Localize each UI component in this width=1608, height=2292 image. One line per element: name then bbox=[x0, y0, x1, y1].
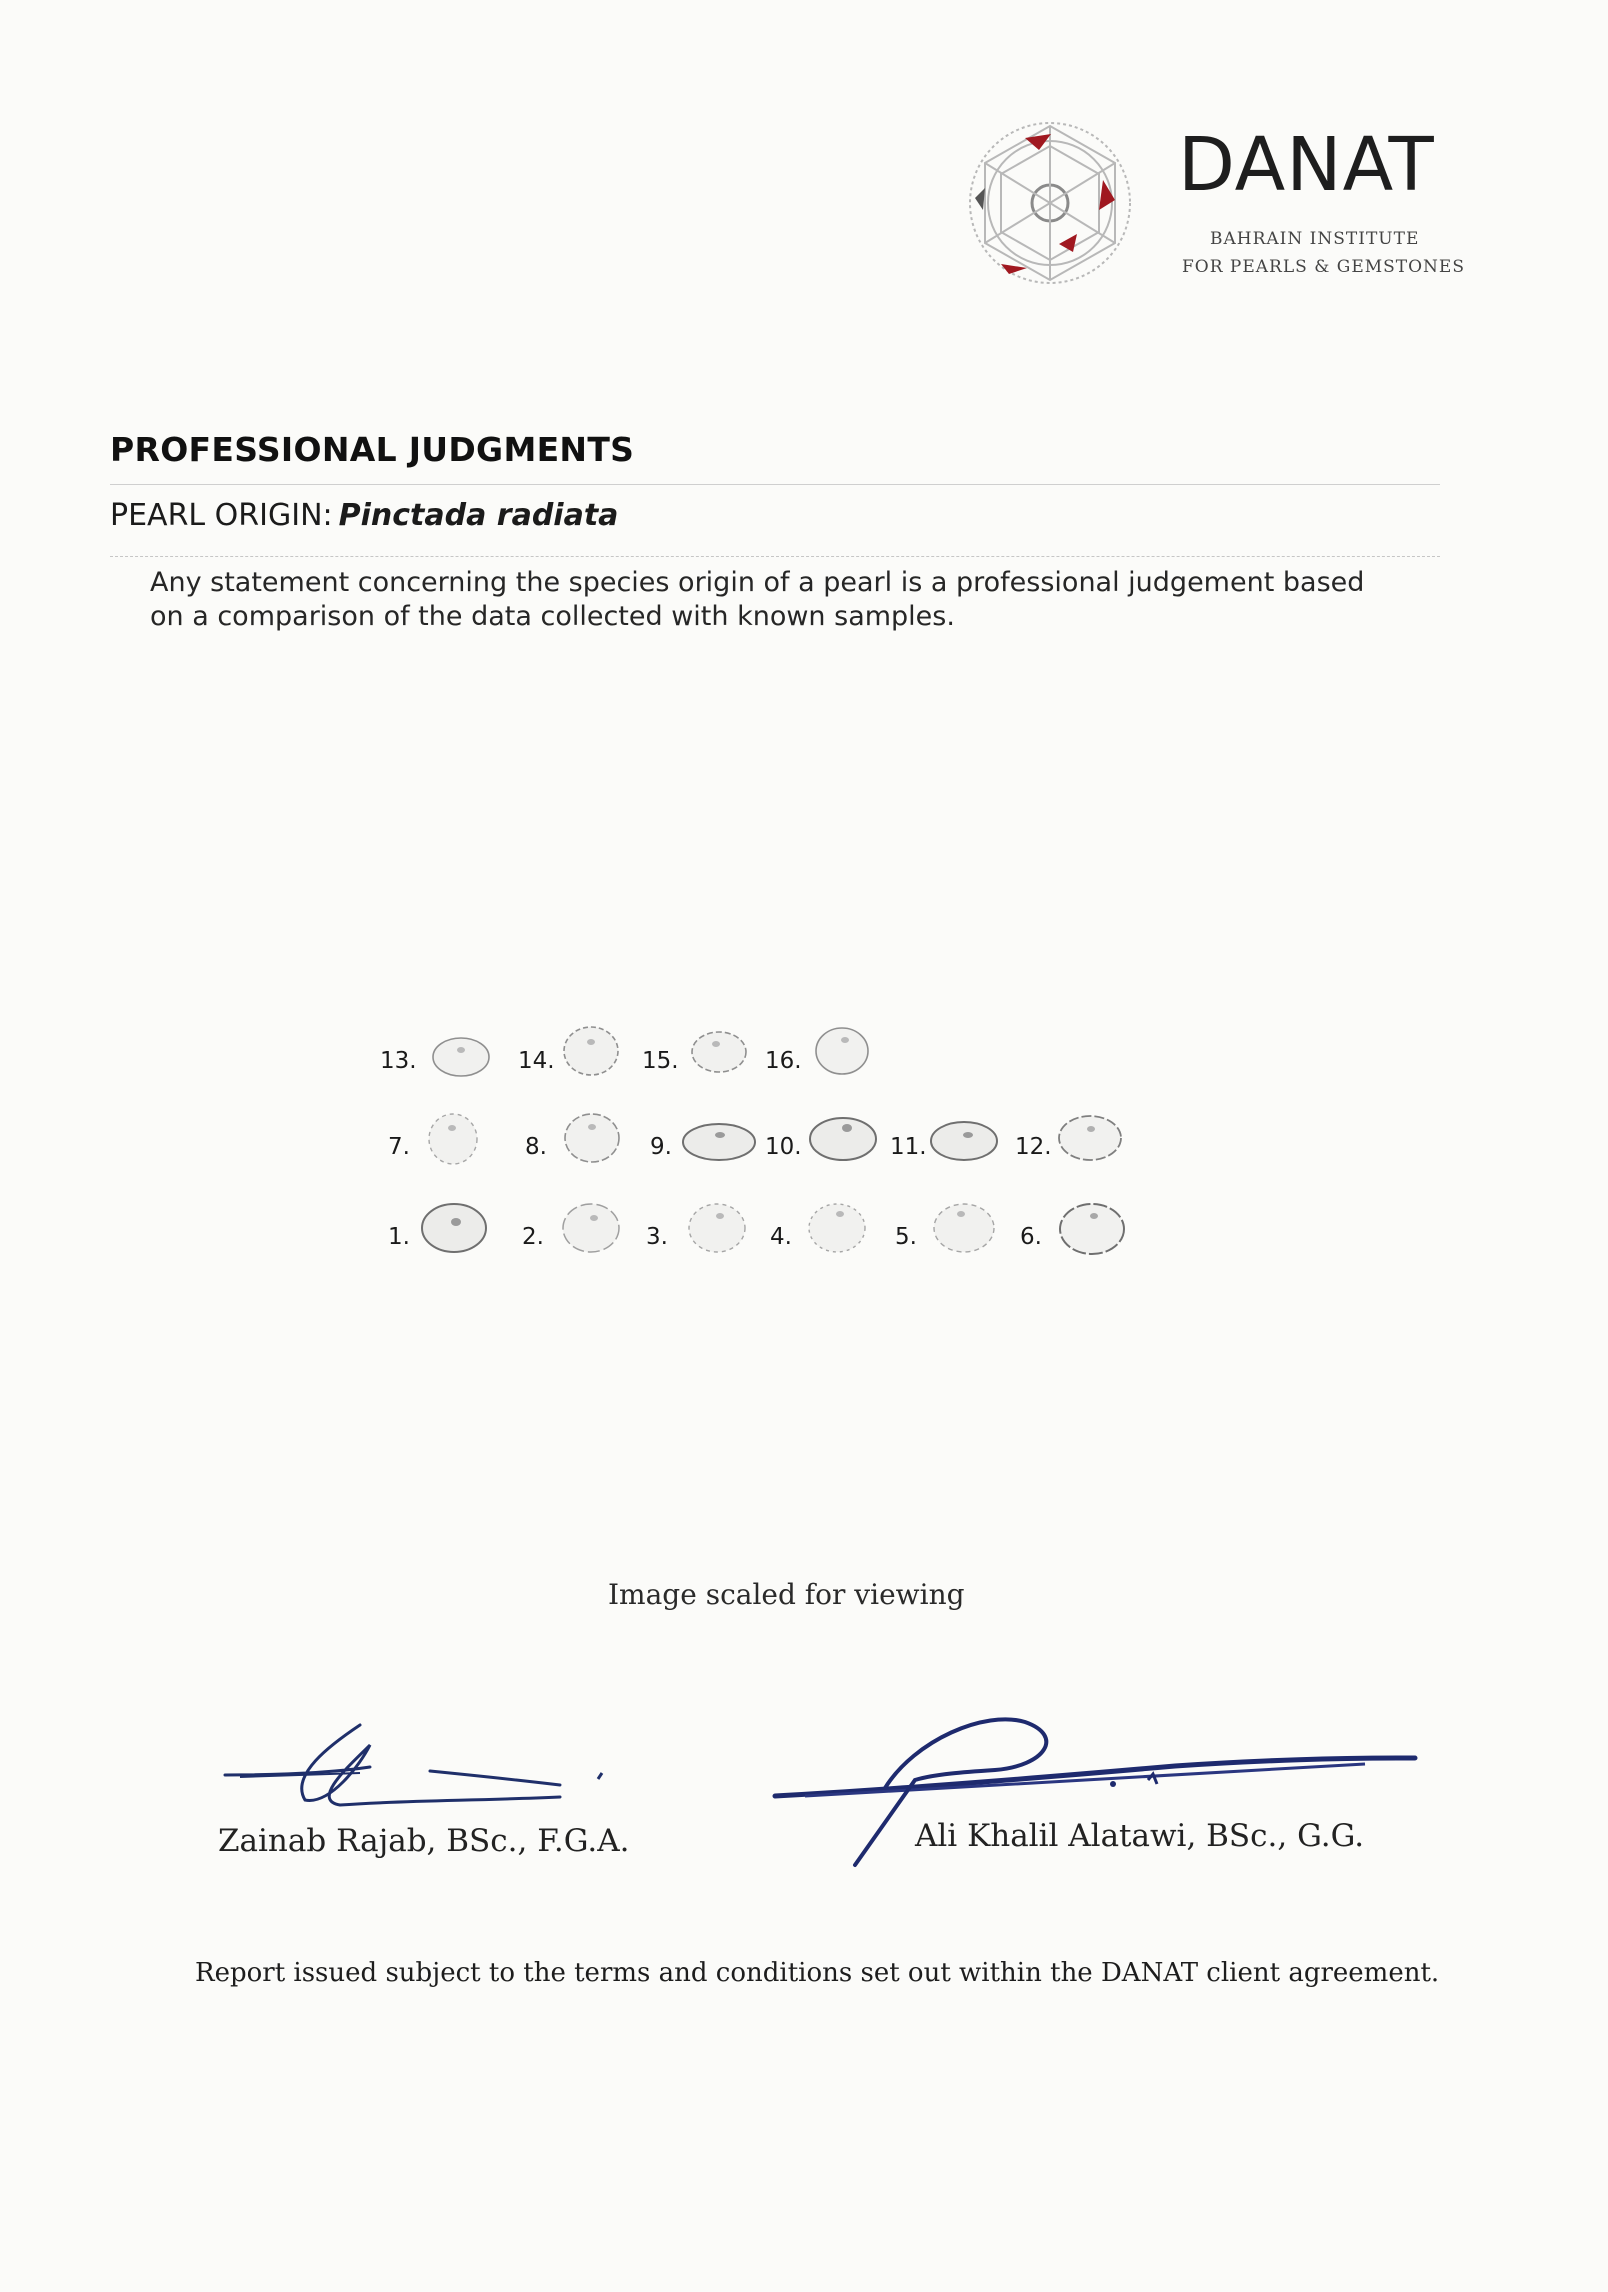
pearl-number: 2. bbox=[522, 1224, 544, 1250]
pearl-image-icon bbox=[929, 1200, 999, 1256]
pearl-number: 6. bbox=[1020, 1224, 1042, 1250]
pearl-number: 9. bbox=[650, 1134, 672, 1160]
origin-statement: Any statement concerning the species origin of a pearl is a professional judgement based on a comparison of the data collected with known samples. bbox=[150, 567, 1365, 632]
section-title: PROFESSIONAL JUDGMENTS bbox=[110, 430, 635, 469]
pearl-number: 3. bbox=[646, 1224, 668, 1250]
pearl-number: 16. bbox=[765, 1048, 802, 1074]
brand-name: DANAT bbox=[1178, 122, 1435, 208]
signer-right-name: Ali Khalil Alatawi, BSc., G.G. bbox=[915, 1818, 1365, 1854]
pearl-image-icon bbox=[430, 1034, 492, 1080]
divider bbox=[110, 556, 1440, 557]
pearl-image-icon bbox=[928, 1118, 1000, 1164]
pearl-number: 14. bbox=[518, 1048, 555, 1074]
pearl-image-icon bbox=[1055, 1112, 1125, 1164]
pearl-image-grid bbox=[360, 1020, 1160, 1280]
pearl-image-icon bbox=[684, 1200, 750, 1256]
pearl-image-icon bbox=[804, 1200, 870, 1256]
pearl-number: 11. bbox=[890, 1134, 927, 1160]
divider bbox=[110, 484, 1440, 485]
signature-left-icon bbox=[210, 1705, 630, 1815]
pearl-number: 12. bbox=[1015, 1134, 1052, 1160]
pearl-number: 15. bbox=[642, 1048, 679, 1074]
brand-subtitle-line-1: BAHRAIN INSTITUTE bbox=[1210, 229, 1420, 249]
pearl-number: 5. bbox=[895, 1224, 917, 1250]
terms-notice: Report issued subject to the terms and conditions set out within the DANAT client agreement. bbox=[195, 1958, 1440, 1988]
pearl-number: 13. bbox=[380, 1048, 417, 1074]
pearl-image-icon bbox=[560, 1024, 622, 1078]
pearl-number: 8. bbox=[525, 1134, 547, 1160]
pearl-number: 4. bbox=[770, 1224, 792, 1250]
pearl-image-icon bbox=[558, 1200, 624, 1256]
danat-logo-icon bbox=[965, 118, 1135, 288]
pearl-number: 10. bbox=[765, 1134, 802, 1160]
pearl-image-icon bbox=[811, 1024, 873, 1078]
pearl-origin-label: PEARL ORIGIN: bbox=[110, 498, 333, 533]
signer-left-name: Zainab Rajab, BSc., F.G.A. bbox=[218, 1823, 630, 1859]
pearl-number: 7. bbox=[388, 1134, 410, 1160]
pearl-image-icon bbox=[807, 1114, 879, 1164]
pearl-number: 1. bbox=[388, 1224, 410, 1250]
brand-subtitle-line-2: FOR PEARLS & GEMSTONES bbox=[1182, 257, 1465, 277]
pearl-origin-row bbox=[110, 498, 618, 533]
pearl-image-icon bbox=[680, 1120, 758, 1164]
pearl-image-icon bbox=[1056, 1200, 1128, 1258]
pearl-image-icon bbox=[688, 1028, 750, 1076]
pearl-image-icon bbox=[422, 1110, 484, 1168]
image-scale-note: Image scaled for viewing bbox=[608, 1578, 965, 1611]
pearl-origin-value: Pinctada radiata bbox=[338, 498, 619, 533]
pearl-image-icon bbox=[561, 1110, 623, 1166]
pearl-image-icon bbox=[418, 1200, 490, 1256]
